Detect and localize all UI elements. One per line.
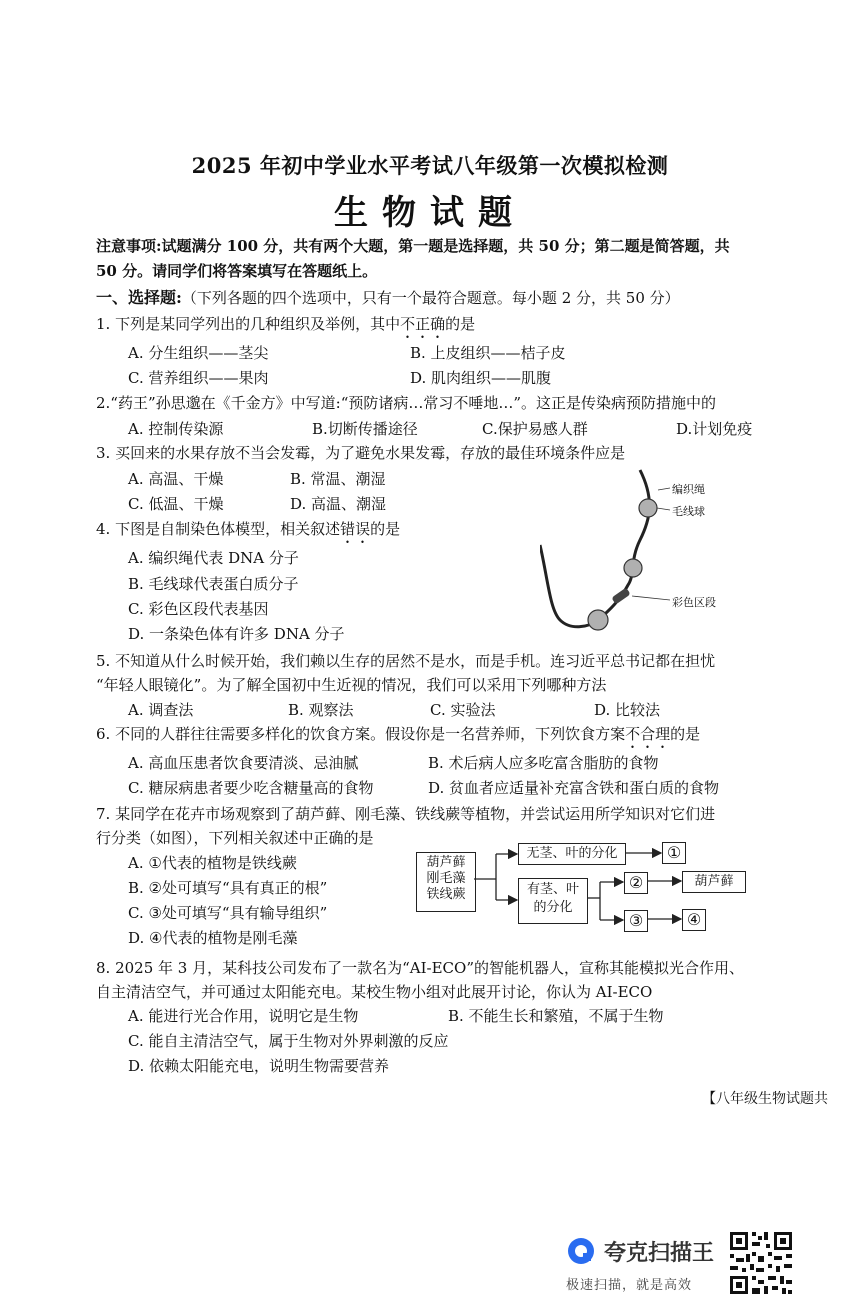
section-title: 一、选择题: — [96, 288, 182, 307]
q1-stem-text: 1. 下列是某同学列出的几种组织及举例，其中 — [96, 315, 401, 333]
color-band — [611, 588, 630, 605]
q8-option-b: B. 不能生长和繁殖，不属于生物 — [448, 1007, 664, 1025]
has-diff-line-2: 的分化 — [533, 900, 573, 915]
q8-stem-line-2: 自主清洁空气，并可通过太阳能充电。某校生物小组对此展开讨论，你认为 AI-ECO — [96, 983, 653, 1001]
q2-option-a: A. 控制传染源 — [128, 420, 224, 438]
wool-ball-1 — [639, 499, 657, 517]
q6-stem-text: 6. 不同的人群往往需要多样化的饮食方案。假设你是一名营养师，下列饮食方案 — [96, 725, 626, 743]
scanner-slogan: 极速扫描，就是高效 — [566, 1278, 693, 1293]
q2-option-d: D.计划免疫 — [676, 420, 753, 438]
q1-stem — [96, 313, 475, 342]
q1-option-a: A. 分生组织——茎尖 — [128, 344, 269, 362]
q2-option-b: B.切断传播途径 — [312, 420, 418, 438]
q8-stem-line-1: 8. 2025 年 3 月，某科技公司发布了一款名为“AI-ECO”的智能机器人，宣称其能模拟光合作用、 — [96, 959, 744, 977]
no-stem-leaf-box: 无茎、叶的分化 — [518, 843, 626, 865]
qr-code-icon — [728, 1230, 794, 1296]
q7-option-a: A. ①代表的植物是铁线蕨 — [128, 854, 297, 872]
slot-3-box: ③ — [624, 910, 648, 932]
plant-alga: 刚毛藻 — [426, 871, 466, 886]
q1-stem-end: 的是 — [445, 315, 476, 333]
q6-option-b: B. 术后病人应多吃富含脂肪的食物 — [428, 754, 659, 772]
q5-stem-line-2: “年轻人眼镜化”。为了解全国初中生近视的情况，我们可以采用下列哪种方法 — [96, 676, 607, 694]
wool-ball-2 — [624, 559, 642, 577]
q6-option-c: C. 糖尿病患者要少吃含糖量高的食物 — [128, 779, 374, 797]
q1-option-b: B. 上皮组织——桔子皮 — [410, 344, 566, 362]
q4-emphasis: 错误 — [340, 520, 371, 538]
q6-stem — [96, 723, 700, 752]
q4-stem — [96, 518, 400, 547]
slot-1-box: ① — [662, 842, 686, 864]
q7-stem-line-2: 行分类（如图），下列相关叙述中正确的是 — [96, 829, 374, 847]
plant-fern: 铁线蕨 — [426, 887, 466, 902]
q7-option-c: C. ③处可填写“具有输导组织” — [128, 904, 328, 922]
q1-option-d: D. 肌肉组织——肌腹 — [410, 369, 552, 387]
q7-option-d: D. ④代表的植物是刚毛藻 — [128, 929, 298, 947]
exam-title: 2025 年初中学业水平考试八年级第一次模拟检测 — [191, 153, 669, 178]
q8-option-d: D. 依赖太阳能充电，说明生物需要营养 — [128, 1057, 390, 1075]
q4-option-a: A. 编织绳代表 DNA 分子 — [128, 549, 299, 567]
q3-stem: 3. 买回来的水果存放不当会发霉，为了避免水果发霉，存放的最佳环境条件应是 — [96, 444, 626, 462]
chromosome-model-figure — [540, 460, 740, 640]
q5-option-b: B. 观察法 — [288, 701, 354, 719]
q4-option-d: D. 一条染色体有许多 DNA 分子 — [128, 625, 345, 643]
q1-emphasis: 不正确 — [400, 315, 446, 333]
q2-stem: 2.“药王”孙思邈在《千金方》中写道:“预防诸病…常习不唾地…”。这正是传染病预防措施中的 — [96, 394, 717, 412]
q3-option-c: C. 低温、干燥 — [128, 495, 224, 513]
q6-option-d: D. 贫血者应适量补充富含铁和蛋白质的食物 — [428, 779, 720, 797]
has-diff-line-1: 有茎、叶 — [526, 882, 579, 897]
q6-emphasis: 不合理 — [625, 725, 671, 743]
q3-option-d: D. 高温、潮湿 — [290, 495, 387, 513]
scanner-app-name: 夸克扫描王 — [604, 1241, 715, 1266]
q2-option-c: C.保护易感人群 — [482, 420, 588, 438]
plant-moss: 葫芦藓 — [426, 855, 466, 870]
q5-option-a: A. 调查法 — [128, 701, 194, 719]
wool-ball-3 — [588, 610, 608, 630]
q5-option-c: C. 实验法 — [430, 701, 496, 719]
q4-option-c: C. 彩色区段代表基因 — [128, 600, 269, 618]
label-color-band: 彩色区段 — [672, 596, 716, 609]
q6-stem-end: 的是 — [670, 725, 701, 743]
slot-2-box: ② — [624, 872, 648, 894]
section-heading — [96, 287, 680, 309]
page-footer-note: 【八年级生物试题共 — [702, 1091, 828, 1107]
label-rope: 编织绳 — [672, 483, 705, 496]
notice-line-2: 50 分。请同学们将答案填写在答题纸上。 — [96, 262, 378, 280]
label-wool-ball: 毛线球 — [672, 505, 705, 518]
q4-stem-end: 的是 — [370, 520, 401, 538]
q3-option-b: B. 常温、潮湿 — [290, 470, 386, 488]
quark-logo-icon — [566, 1236, 596, 1266]
q6-option-a: A. 高血压患者饮食要清淡、忌油腻 — [128, 754, 359, 772]
q8-option-c: C. 能自主清洁空气，属于生物对外界刺激的反应 — [128, 1032, 449, 1050]
diagram-connectors — [474, 840, 754, 940]
q4-option-b: B. 毛线球代表蛋白质分子 — [128, 575, 299, 593]
moss-result-box: 葫芦藓 — [682, 871, 746, 893]
plants-box — [416, 852, 476, 912]
q1-option-c: C. 营养组织——果肉 — [128, 369, 269, 387]
q4-stem-text: 4. 下图是自制染色体模型，相关叙述 — [96, 520, 341, 538]
notice-line-1: 注意事项:试题满分 100 分，共有两个大题，第一题是选择题，共 50 分；第二题是简答题，共 — [96, 237, 730, 255]
q8-option-a: A. 能进行光合作用，说明它是生物 — [128, 1007, 359, 1025]
q7-option-b: B. ②处可填写“具有真正的根” — [128, 879, 328, 897]
subject-title: 生物试题 — [334, 193, 526, 233]
section-desc: （下列各题的四个选项中，只有一个最符合题意。每小题 2 分，共 50 分） — [181, 289, 680, 307]
slot-4-box: ④ — [682, 909, 706, 931]
q5-stem-line-1: 5. 不知道从什么时候开始，我们赖以生存的居然不是水，而是手机。连习近平总书记都在担忧 — [96, 652, 716, 670]
q5-option-d: D. 比较法 — [594, 701, 661, 719]
q3-option-a: A. 高温、干燥 — [128, 470, 224, 488]
q7-stem-line-1: 7. 某同学在花卉市场观察到了葫芦藓、刚毛藻、铁线蕨等植物，并尝试运用所学知识对它们进 — [96, 805, 716, 823]
rope-line — [540, 470, 649, 627]
